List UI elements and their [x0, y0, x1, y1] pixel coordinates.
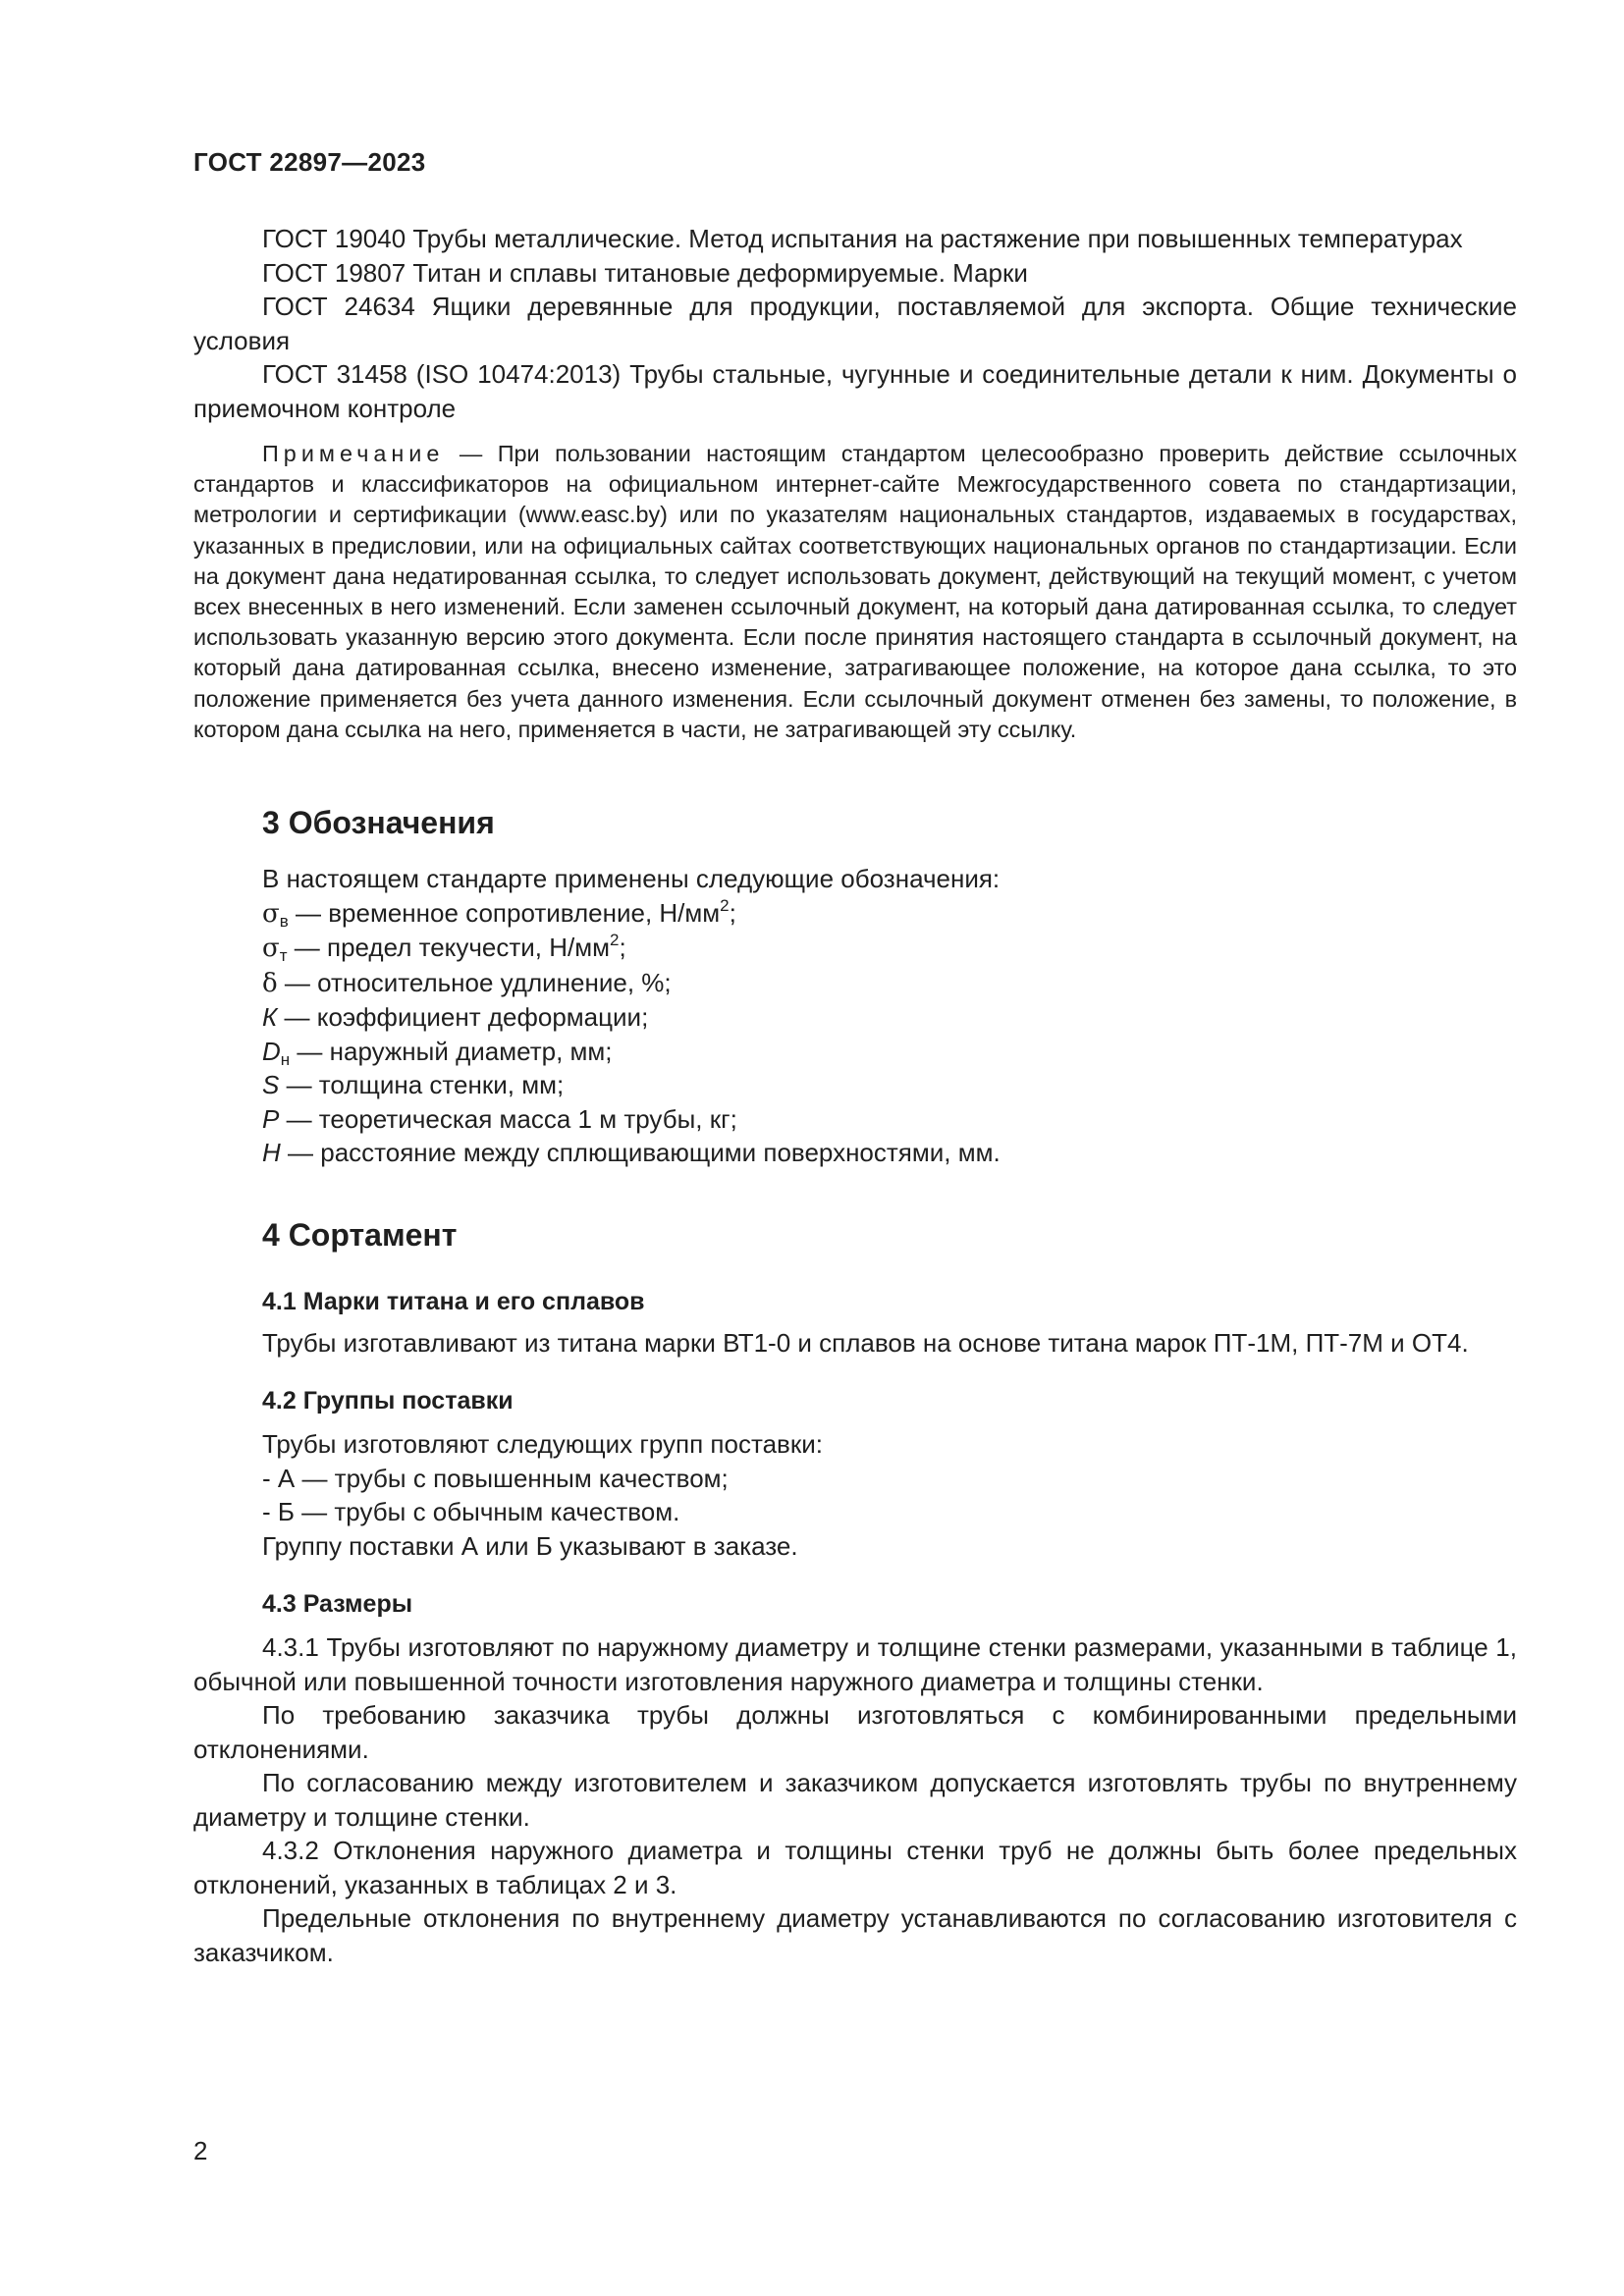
section-3-heading: 3 Обозначения: [262, 805, 495, 841]
reference-item: ГОСТ 24634 Ящики деревянные для продукции, поставляемой для экспорта. Общие технические условия: [193, 292, 1517, 355]
symbol-description: — теоретическая масса 1 м трубы, кг: [279, 1103, 731, 1134]
symbol-subscript: в: [279, 911, 289, 931]
section-4-heading: 4 Сортамент: [262, 1216, 458, 1253]
list-line: - Б — трубы с обычным качеством.: [262, 1497, 680, 1527]
symbol-subscript: н: [280, 1049, 291, 1069]
symbol-line: [193, 896, 1517, 932]
subsection-4-3-heading: 4.3 Размеры: [262, 1590, 413, 1619]
running-title: ГОСТ 22897—2023: [193, 147, 426, 177]
symbol-description: — наружный диаметр, мм: [290, 1036, 606, 1066]
symbol-base: σ: [262, 898, 280, 929]
list-line: Трубы изготовляют следующих групп поставки:: [262, 1429, 823, 1460]
symbol-base: Р: [262, 1103, 280, 1134]
symbols-intro: В настоящем стандарте применены следующие обозначения:: [262, 864, 1001, 894]
symbol-subscript: т: [279, 946, 288, 966]
symbol-end: ;: [556, 1070, 565, 1100]
symbol-base: D: [262, 1036, 281, 1066]
reference-item: ГОСТ 19807 Титан и сплавы титановые деформируемые. Марки: [262, 257, 1028, 288]
page-number: 2: [193, 2136, 208, 2165]
note-text: — При пользовании настоящим стандартом целесообразно проверить действие ссылочных стандартов и классификаторов на официальном интернет-сайте Межгосударственного совета по стандартизации, метрологии и сертификации (www.easc.by) или по указателям национальных стандартов, издаваемых в государствах, указанных в предисловии, или на официальных сайтах соответствующих национальных органов по стандартизации. Если на документ дана недатированная ссылка, то следует использовать документ, действующий на текущий момент, с учетом всех внесенных в него изменений. Если заменен ссылочный документ, на который дана датированная ссылка, то следует использовать указанную версию этого документа. Если после принятия настоящего стандарта в ссылочный документ, на который дана датированная ссылка, внесено изменение, затрагивающее положение, на которое дана ссылка, то это положение применяется без учета данного изменения. Если ссылочный документ отменен без замены, то положение, в котором дана ссылка на него, применяется в части, не затрагивающей эту ссылку.: [193, 441, 1517, 742]
body-paragraph: 4.3.2 Отклонения наружного диаметра и толщины стенки труб не должны быть более предельных отклонений, указанных в таблицах 2 и 3.: [193, 1836, 1517, 1899]
symbol-description: — расстояние между сплющивающими поверхностями, мм: [280, 1138, 994, 1168]
subsection-4-1-heading: 4.1 Марки титана и его сплавов: [262, 1287, 645, 1315]
body-paragraph: 4.3.1 Трубы изготовляют по наружному диаметру и толщине стенки размерами, указанными в таблице 1, обычной или повышенной точности изготовления наружного диаметра и толщины стенки.: [193, 1632, 1517, 1696]
symbol-base: δ: [262, 968, 278, 998]
symbol-description: — толщина стенки, мм: [279, 1070, 557, 1100]
page-content: [193, 222, 1517, 1969]
symbol-description: — временное сопротивление, Н/мм: [288, 897, 721, 928]
symbol-base: S: [262, 1070, 280, 1100]
symbol-line: [193, 1136, 1517, 1170]
symbol-line: [193, 1000, 1517, 1035]
symbol-base: σ: [262, 934, 280, 964]
symbol-line: [193, 1035, 1517, 1069]
list-line: Группу поставки А или Б указывают в заказе.: [262, 1530, 798, 1561]
symbol-line: [193, 1102, 1517, 1137]
body-paragraph: По согласованию между изготовителем и заказчиком допускается изготовлять трубы по внутреннему диаметру и толщине стенки.: [193, 1768, 1517, 1832]
subsection-4-2-heading: 4.2 Группы поставки: [262, 1387, 514, 1415]
unit-superscript: 2: [720, 895, 730, 915]
reference-item: ГОСТ 19040 Трубы металлические. Метод испытания на растяжение при повышенных температурах: [262, 224, 1463, 253]
symbol-base: Н: [262, 1138, 281, 1168]
list-line: - А — трубы с повышенным качеством;: [262, 1463, 729, 1493]
symbol-line: [193, 966, 1517, 1001]
note-label: Примечание: [262, 441, 445, 466]
reference-item: ГОСТ 31458 (ISO 10474:2013) Трубы стальные, чугунные и соединительные детали к ним. Документы о приемочном контроле: [193, 359, 1517, 423]
symbol-description: — относительное удлинение, %: [277, 967, 665, 997]
body-paragraph: Трубы изготавливают из титана марки ВТ1-0 и сплавов на основе титана марок ПТ-1М, ПТ-7М и ОТ4.: [262, 1327, 1469, 1358]
symbol-line: [193, 931, 1517, 966]
body-paragraph: По требованию заказчика трубы должны изготовляться с комбинированными предельными отклонениями.: [193, 1700, 1517, 1764]
symbol-end: ;: [730, 1103, 737, 1134]
symbol-end: ;: [729, 897, 736, 928]
unit-superscript: 2: [609, 931, 620, 950]
symbol-end: ;: [605, 1036, 613, 1066]
symbol-description: — коэффициент деформации: [277, 1002, 642, 1033]
symbol-line: [193, 1068, 1517, 1102]
body-paragraph: Предельные отклонения по внутреннему диаметру устанавливаются по согласованию изготовителя с заказчиком.: [193, 1903, 1517, 1967]
symbol-end: ;: [619, 933, 626, 963]
symbol-end: ;: [664, 967, 672, 997]
symbol-description: — предел текучести, Н/мм: [287, 933, 610, 963]
symbol-end: ;: [641, 1002, 649, 1033]
symbol-base: К: [262, 1002, 278, 1033]
symbol-end: .: [993, 1138, 1001, 1168]
note-paragraph: [193, 439, 1517, 745]
